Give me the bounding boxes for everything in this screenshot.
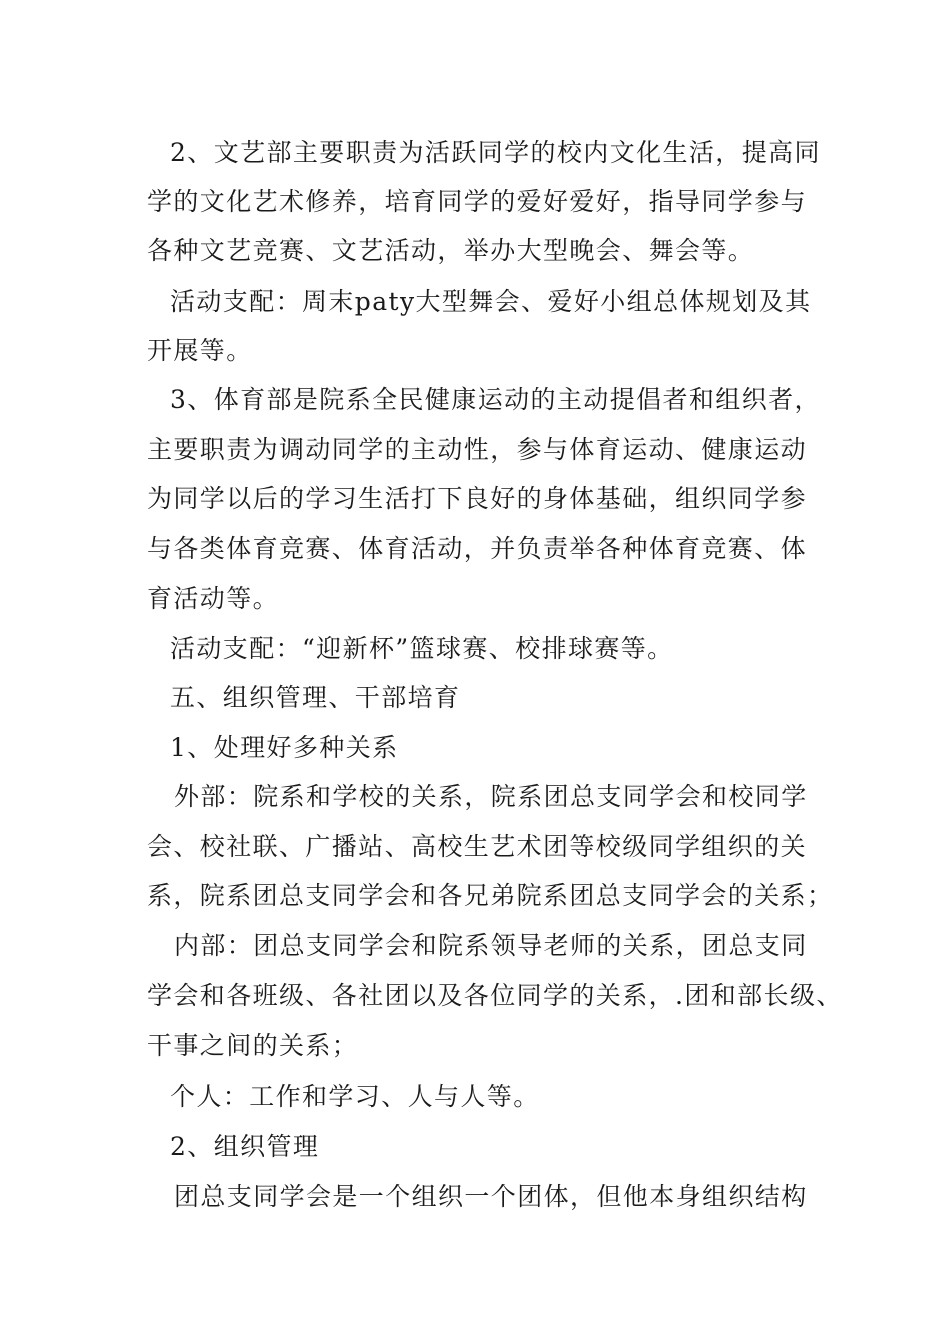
para-line: 开展等。 <box>147 336 253 365</box>
para-line: 团总支同学会是一个组织一个团体，但他本身组织结构 <box>174 1182 808 1211</box>
para-line: 系，院系团总支同学会和各兄弟院系团总支同学会的关系； <box>147 881 834 910</box>
subsection-heading: 2、组织管理 <box>170 1132 320 1161</box>
para-line: 学的文化艺术修养，培育同学的爱好爱好，指导同学参与 <box>147 187 808 216</box>
para-line: 2、文艺部主要职责为活跃同学的校内文化生活，提高同 <box>170 138 821 167</box>
para-line: 内部：团总支同学会和院系领导老师的关系，团总支同 <box>174 931 808 960</box>
para-line: 主要职责为调动同学的主动性，参与体育运动、健康运动 <box>147 435 808 464</box>
para-line: 会、校社联、广播站、高校生艺术团等校级同学组织的关 <box>147 832 808 861</box>
para-line: 3、体育部是院系全民健康运动的主动提倡者和组织者， <box>170 385 821 414</box>
section-heading: 五、组织管理、干部培育 <box>170 683 461 712</box>
para-line: 各种文艺竞赛、文艺活动，举办大型晚会、舞会等。 <box>147 236 755 265</box>
para-line: 与各类体育竞赛、体育活动，并负责举各种体育竞赛、体 <box>147 534 808 563</box>
para-line: 活动支配：“迎新杯”篮球赛、校排球赛等。 <box>170 634 674 663</box>
subsection-heading: 1、处理好多种关系 <box>170 733 399 762</box>
para-line: 干事之间的关系； <box>147 1031 359 1060</box>
para-line: 为同学以后的学习生活打下良好的身体基础，组织同学参 <box>147 484 808 513</box>
para-line: 外部：院系和学校的关系，院系团总支同学会和校同学 <box>174 782 808 811</box>
para-line: 学会和各班级、各社团以及各位同学的关系，.团和部长级、 <box>147 981 843 1010</box>
para-line: 活动支配：周末paty大型舞会、爱好小组总体规划及其 <box>170 287 812 316</box>
para-line: 个人：工作和学习、人与人等。 <box>170 1082 540 1111</box>
para-line: 育活动等。 <box>147 584 280 613</box>
